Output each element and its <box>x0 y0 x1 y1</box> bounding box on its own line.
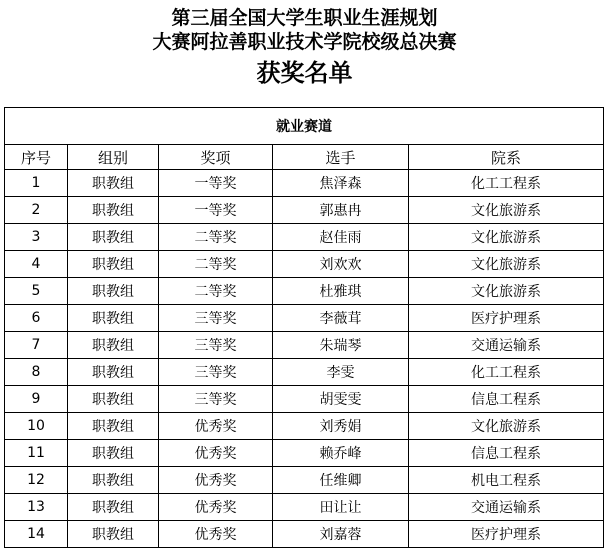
row-group: 职教组 <box>68 224 159 251</box>
row-award: 一等奖 <box>159 170 273 197</box>
row-index: 2 <box>5 197 68 224</box>
row-award: 三等奖 <box>159 332 273 359</box>
row-contestant: 赖乔峰 <box>273 440 409 467</box>
row-department: 化工工程系 <box>409 170 604 197</box>
row-award: 三等奖 <box>159 305 273 332</box>
row-group: 职教组 <box>68 386 159 413</box>
row-award: 三等奖 <box>159 386 273 413</box>
row-contestant: 赵佳雨 <box>273 224 409 251</box>
row-index: 9 <box>5 386 68 413</box>
row-group: 职教组 <box>68 413 159 440</box>
row-contestant: 焦泽森 <box>273 170 409 197</box>
table-row <box>5 494 604 521</box>
row-award: 三等奖 <box>159 359 273 386</box>
table-row <box>5 278 604 305</box>
row-index: 12 <box>5 467 68 494</box>
row-award: 优秀奖 <box>159 467 273 494</box>
table-row <box>5 197 604 224</box>
row-department: 信息工程系 <box>409 440 604 467</box>
row-index: 7 <box>5 332 68 359</box>
row-index: 4 <box>5 251 68 278</box>
section-title: 就业赛道 <box>5 108 604 145</box>
row-department: 文化旅游系 <box>409 197 604 224</box>
table-row <box>5 251 604 278</box>
row-group: 职教组 <box>68 440 159 467</box>
row-index: 3 <box>5 224 68 251</box>
row-index: 6 <box>5 305 68 332</box>
row-group: 职教组 <box>68 494 159 521</box>
table-row <box>5 386 604 413</box>
row-contestant: 朱瑞琴 <box>273 332 409 359</box>
row-department: 文化旅游系 <box>409 278 604 305</box>
row-award: 优秀奖 <box>159 521 273 548</box>
header-index: 序号 <box>5 145 68 170</box>
row-award: 优秀奖 <box>159 440 273 467</box>
row-index: 11 <box>5 440 68 467</box>
table-row <box>5 359 604 386</box>
header-row <box>5 145 604 170</box>
row-department: 医疗护理系 <box>409 305 604 332</box>
row-contestant: 郭惠冉 <box>273 197 409 224</box>
row-contestant: 任维卿 <box>273 467 409 494</box>
row-index: 8 <box>5 359 68 386</box>
row-group: 职教组 <box>68 332 159 359</box>
row-department: 文化旅游系 <box>409 413 604 440</box>
header-department: 院系 <box>409 145 604 170</box>
row-award: 优秀奖 <box>159 494 273 521</box>
row-department: 交通运输系 <box>409 332 604 359</box>
table-row <box>5 224 604 251</box>
row-contestant: 李薇茸 <box>273 305 409 332</box>
title-block <box>0 0 609 88</box>
row-department: 文化旅游系 <box>409 251 604 278</box>
row-award: 二等奖 <box>159 278 273 305</box>
row-department: 化工工程系 <box>409 359 604 386</box>
row-contestant: 胡雯雯 <box>273 386 409 413</box>
row-award: 二等奖 <box>159 224 273 251</box>
row-department: 机电工程系 <box>409 467 604 494</box>
row-contestant: 刘欢欢 <box>273 251 409 278</box>
header-award: 奖项 <box>159 145 273 170</box>
header-group: 组别 <box>68 145 159 170</box>
row-contestant: 刘嘉蓉 <box>273 521 409 548</box>
row-index: 14 <box>5 521 68 548</box>
row-group: 职教组 <box>68 197 159 224</box>
table-row <box>5 170 604 197</box>
row-contestant: 杜雅琪 <box>273 278 409 305</box>
row-contestant: 李雯 <box>273 359 409 386</box>
row-group: 职教组 <box>68 278 159 305</box>
row-award: 优秀奖 <box>159 413 273 440</box>
row-index: 13 <box>5 494 68 521</box>
row-index: 5 <box>5 278 68 305</box>
title-main: 获奖名单 <box>256 59 353 87</box>
row-group: 职教组 <box>68 467 159 494</box>
row-index: 10 <box>5 413 68 440</box>
row-group: 职教组 <box>68 521 159 548</box>
row-contestant: 田让让 <box>273 494 409 521</box>
table-row <box>5 305 604 332</box>
row-group: 职教组 <box>68 251 159 278</box>
header-contestant: 选手 <box>273 145 409 170</box>
row-department: 信息工程系 <box>409 386 604 413</box>
table-row <box>5 440 604 467</box>
row-award: 一等奖 <box>159 197 273 224</box>
title-line-1: 第三届全国大学生职业生涯规划 <box>171 7 438 29</box>
row-group: 职教组 <box>68 305 159 332</box>
row-department: 文化旅游系 <box>409 224 604 251</box>
row-department: 医疗护理系 <box>409 521 604 548</box>
award-table <box>4 107 604 548</box>
table-body <box>5 170 604 548</box>
table-row <box>5 467 604 494</box>
row-index: 1 <box>5 170 68 197</box>
row-group: 职教组 <box>68 170 159 197</box>
table-row <box>5 521 604 548</box>
title-line-2: 大赛阿拉善职业技术学院校级总决赛 <box>152 31 457 53</box>
table-row <box>5 332 604 359</box>
table-row <box>5 413 604 440</box>
row-group: 职教组 <box>68 359 159 386</box>
row-award: 二等奖 <box>159 251 273 278</box>
row-department: 交通运输系 <box>409 494 604 521</box>
row-contestant: 刘秀娟 <box>273 413 409 440</box>
